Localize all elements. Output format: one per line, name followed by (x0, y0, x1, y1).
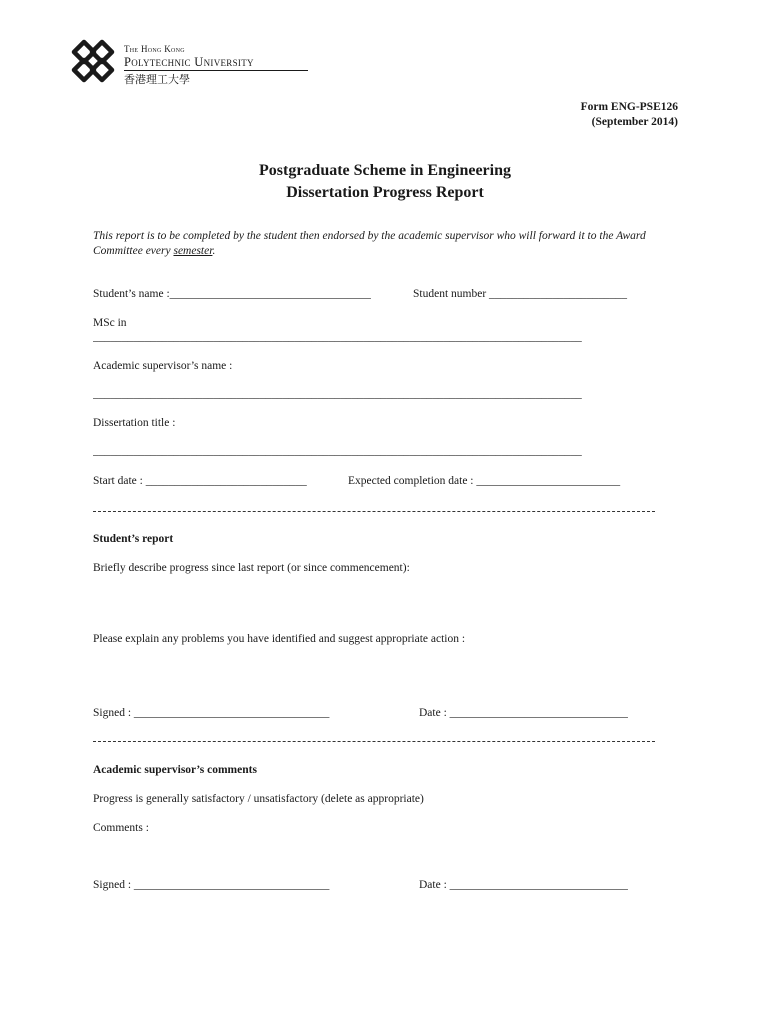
polyu-logo-icon (70, 36, 126, 86)
dissertation-title-blank[interactable]: _____________________________________________________________________________________ (93, 445, 582, 457)
student-signed-label: Signed : (93, 707, 132, 719)
title-line1: Postgraduate Scheme in Engineering (259, 162, 511, 179)
supervisor-date-field[interactable] (419, 878, 628, 893)
divider-2 (93, 741, 655, 742)
dissertation-title-label: Dissertation title : (93, 417, 176, 429)
student-name-blank[interactable]: ___________________________________ (169, 288, 371, 300)
student-date-label: Date : (419, 707, 447, 719)
comments-label: Comments : (93, 822, 149, 834)
student-name-label: Student’s name : (93, 288, 170, 300)
supervisor-date-blank[interactable]: _______________________________ (449, 879, 628, 891)
title-line2: Dissertation Progress Report (286, 184, 484, 201)
intro-paragraph (93, 229, 673, 259)
university-name-chinese: 香港理工大學 (124, 73, 190, 86)
page-title (0, 160, 770, 204)
supervisor-signed-field[interactable] (93, 878, 329, 893)
start-date-label: Start date : (93, 475, 143, 487)
student-number-field[interactable] (413, 287, 627, 302)
msc-blank[interactable]: _____________________________________________________________________________________ (93, 331, 582, 343)
start-date-blank[interactable]: ____________________________ (145, 475, 307, 487)
university-name-line1: The Hong Kong (124, 44, 185, 54)
student-date-field[interactable] (419, 706, 628, 721)
intro-text: This report is to be completed by the student then endorsed by the academic supervisor who will forward it to the Award Committee every (93, 230, 646, 257)
expected-completion-blank[interactable]: _________________________ (476, 475, 621, 487)
student-number-label: Student number (413, 288, 487, 300)
student-signed-blank[interactable]: __________________________________ (133, 707, 330, 719)
university-name (124, 44, 308, 87)
supervisor-comments-heading: Academic supervisor’s comments (93, 764, 257, 776)
supervisor-signed-label: Signed : (93, 879, 132, 891)
msc-label: MSc in (93, 317, 127, 329)
start-date-field[interactable] (93, 474, 307, 489)
university-name-line2: Polytechnic University (124, 55, 308, 71)
supervisor-signed-blank[interactable]: __________________________________ (133, 879, 330, 891)
expected-completion-label: Expected completion date : (348, 475, 474, 487)
intro-underlined: semester (173, 245, 213, 257)
form-code: Form ENG-PSE126 (580, 101, 678, 113)
student-signed-field[interactable] (93, 706, 329, 721)
student-name-field[interactable] (93, 287, 371, 302)
supervisor-name-label: Academic supervisor’s name : (93, 360, 233, 372)
divider-1 (93, 511, 655, 512)
student-number-blank[interactable]: ________________________ (489, 288, 628, 300)
progress-status-line: Progress is generally satisfactory / unsatisfactory (delete as appropriate) (93, 793, 424, 805)
problems-question: Please explain any problems you have identified and suggest appropriate action : (93, 633, 466, 645)
intro-end: . (212, 245, 216, 257)
progress-question: Briefly describe progress since last report (or since commencement): (93, 562, 410, 574)
form-reference (581, 100, 678, 130)
student-report-heading: Student’s report (93, 533, 174, 545)
student-date-blank[interactable]: _______________________________ (449, 707, 628, 719)
supervisor-date-label: Date : (419, 879, 447, 891)
expected-completion-field[interactable] (348, 474, 620, 489)
supervisor-name-blank[interactable]: _____________________________________________________________________________________ (93, 388, 582, 400)
form-date: (September 2014) (591, 116, 678, 128)
